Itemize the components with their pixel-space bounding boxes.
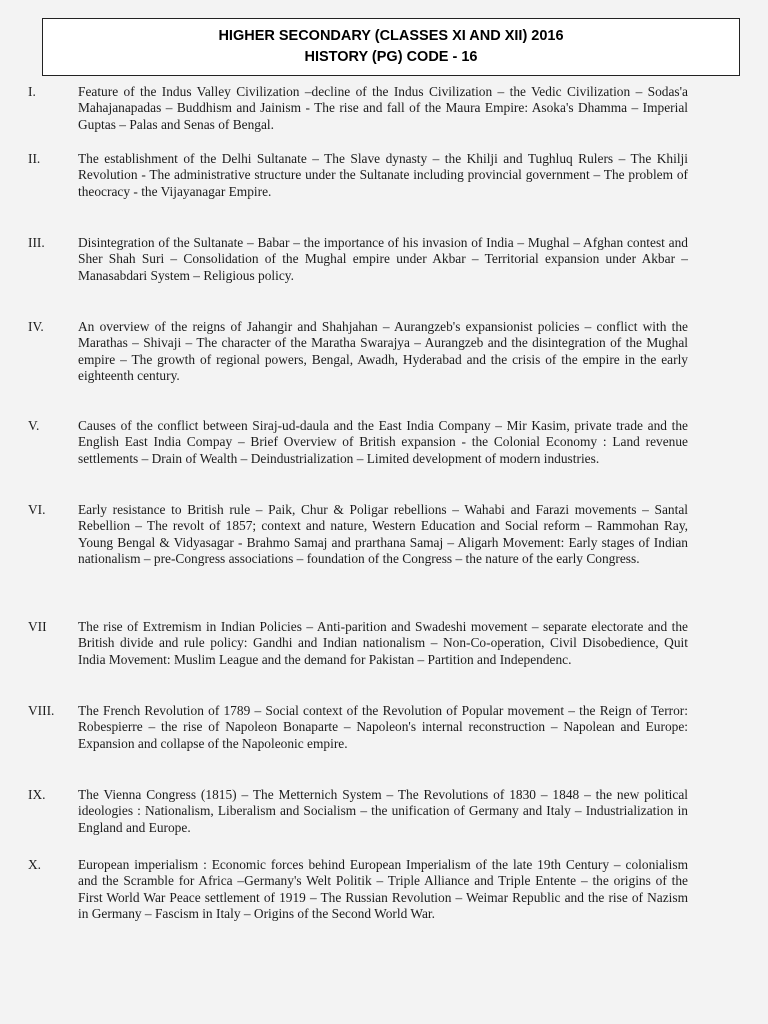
section-9 — [28, 787, 688, 836]
section-numeral: II. — [28, 151, 41, 166]
section-text: Feature of the Indus Valley Civilization –decline of the Indus Civilization – the Vedic Civilization – Sodas'a Mahajanapadas – Buddhism and Jainism - The rise and fall of the Maura Empire: Asoka's Dhamma – Imperial Guptas – Palas and Senas of Bengal. — [78, 84, 688, 132]
section-5 — [28, 418, 688, 467]
header-subtitle: HISTORY (PG) CODE - 16 — [304, 49, 478, 65]
section-text: Causes of the conflict between Siraj-ud-daula and the East India Company – Mir Kasim, private trade and the English East India Compay – Brief Overview of British expansion - the Colonial Economy : Land revenue settlements – Drain of Wealth – Deindustrialization – Limited development of modern industries. — [78, 418, 688, 466]
section-8 — [28, 703, 688, 752]
section-4 — [28, 319, 688, 385]
header-box — [42, 18, 740, 76]
section-numeral: IX. — [28, 787, 46, 802]
section-6 — [28, 502, 688, 568]
section-text: European imperialism : Economic forces behind European Imperialism of the late 19th Century – colonialism and the Scramble for Africa –Germany's Welt Politik – Triple Alliance and Triple Entente – the origins of the First World War Peace settlement of 1919 – The Russian Revolution – Weimar Republic and the rise of Nazism in Germany – Fascism in Italy – Origins of the Second World War. — [78, 857, 688, 922]
section-numeral: VIII. — [28, 703, 55, 718]
section-3 — [28, 235, 688, 284]
section-numeral: III. — [28, 235, 45, 250]
section-7 — [28, 619, 688, 668]
section-10 — [28, 857, 688, 923]
section-text: The establishment of the Delhi Sultanate – The Slave dynasty – the Khilji and Tughluq Rulers – The Khilji Revolution - The administrative structure under the Sultanate including provincial government – The problem of theocracy - the Vijayanagar Empire. — [78, 151, 688, 199]
section-2 — [28, 151, 688, 200]
section-numeral: VI. — [28, 502, 46, 517]
header-title: HIGHER SECONDARY (CLASSES XI AND XII) 2016 — [218, 28, 564, 44]
section-text: The Vienna Congress (1815) – The Metternich System – The Revolutions of 1830 – 1848 – the new political ideologies : Nationalism, Liberalism and Socialism – the unification of Germany and Italy – Industrialization in England and Europe. — [78, 787, 688, 835]
section-numeral: I. — [28, 84, 36, 99]
section-text: The French Revolution of 1789 – Social context of the Revolution of Popular movement – the Reign of Terror: Robespierre – the rise of Napoleon Bonaparte – Napoleon's internal reconstruction – Napolean and Europe: Expansion and collapse of the Napoleonic empire. — [78, 703, 688, 751]
section-numeral: X. — [28, 857, 42, 872]
section-numeral: V. — [28, 418, 40, 433]
section-text: The rise of Extremism in Indian Policies – Anti-parition and Swadeshi movement – separate electorate and the British divide and rule policy: Gandhi and Indian nationalism – Non-Co-operation, Civil Disobedience, Quit India Movement: Muslim League and the demand for Pakistan – Partition and Independenc. — [78, 619, 688, 667]
section-numeral: VII — [28, 619, 47, 634]
section-1 — [28, 84, 688, 133]
section-text: Disintegration of the Sultanate – Babar – the importance of his invasion of India – Mughal – Afghan contest and Sher Shah Suri – Consolidation of the Mughal empire under Akbar – Territorial expansion under Akbar – Manasabdari System – Religious policy. — [78, 235, 688, 283]
section-text: Early resistance to British rule – Paik, Chur & Poligar rebellions – Wahabi and Farazi movements – Santal Rebellion – The revolt of 1857; context and nature, Western Education and Social reform – Rammohan Ray, Young Bengal & Vidyasagar - Brahmo Samaj and prarthana Samaj – Aligarh Movement: Early stages of Indian nationalism – pre-Congress associations – foundation of the Congress – the nature of the early Congress. — [78, 502, 688, 567]
section-text: An overview of the reigns of Jahangir and Shahjahan – Aurangzeb's expansionist policies – conflict with the Marathas – Shivaji – The character of the Maratha Swarajya – Aurangzeb and the disintegration of the Mughal empire – The growth of regional powers, Bengal, Awadh, Hyderabad and the crisis of the empire in the early eighteenth century. — [78, 319, 688, 384]
section-numeral: IV. — [28, 319, 44, 334]
